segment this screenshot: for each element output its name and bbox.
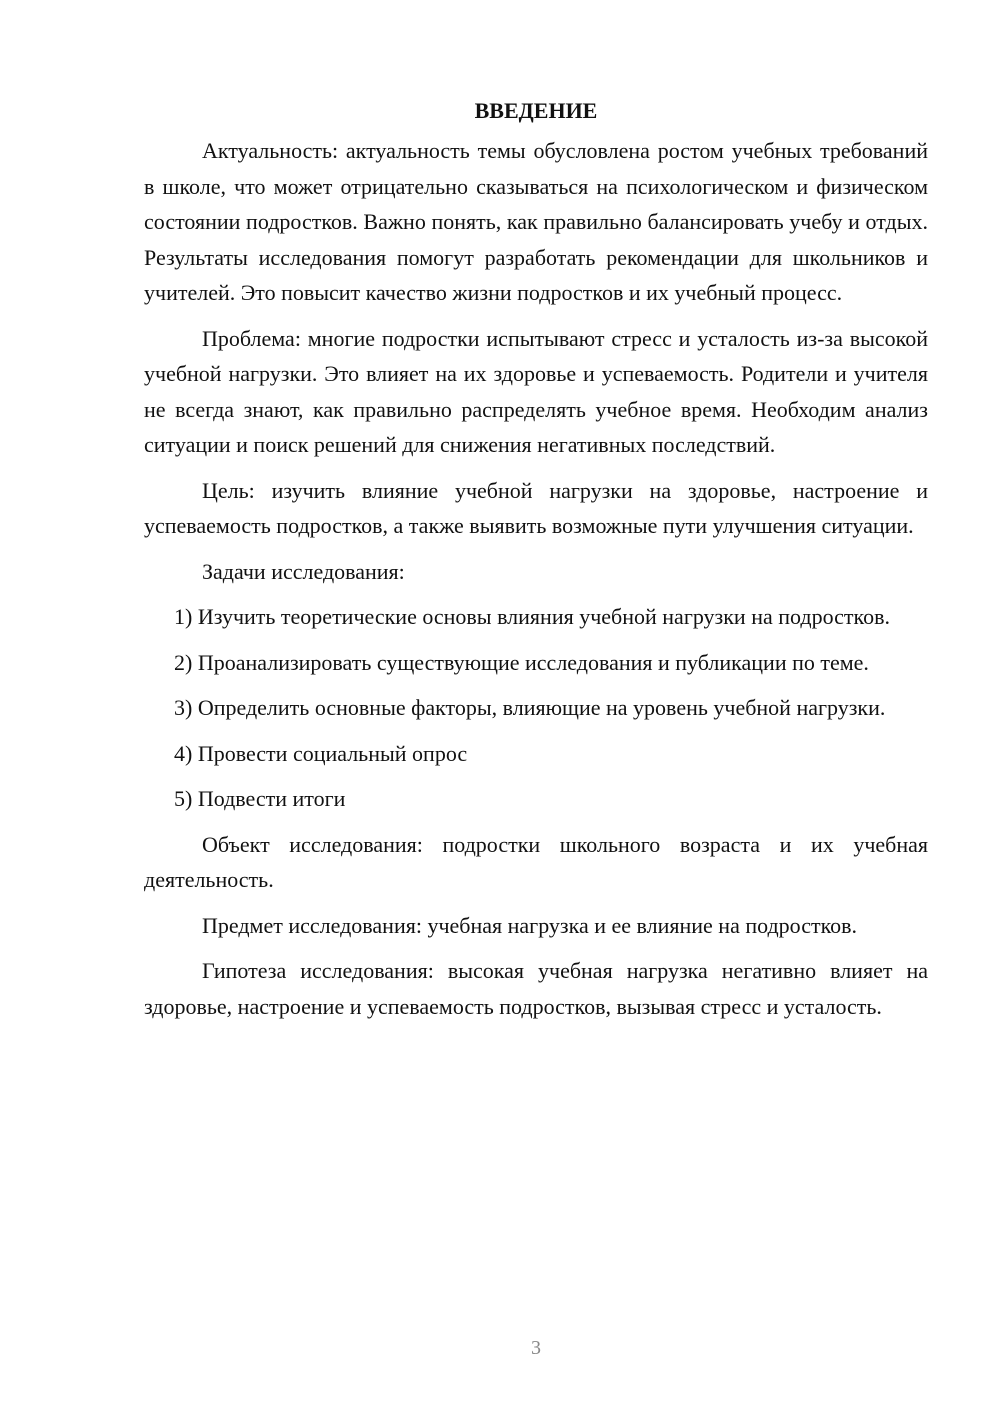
task-item-3: 3) Определить основные факторы, влияющие на уровень учебной нагрузки. xyxy=(174,695,886,720)
paragraph-problem: Проблема: многие подростки испытывают стресс и усталость из-за высокой учебной нагрузки. Это влияет на их здоровье и успеваемость. Родители и учителя не всегда знают, как правильно распределять учебное время. Необходим анализ ситуации и поиск решений для снижения негативных последствий. xyxy=(144,325,928,457)
paragraph-hypothesis: Гипотеза исследования: высокая учебная нагрузка негативно влияет на здоровье, настроение и успеваемость подростков, вызывая стресс и усталость. xyxy=(144,958,928,1019)
task-item-1: 1) Изучить теоретические основы влияния учебной нагрузки на подростков. xyxy=(174,604,890,629)
paragraph-goal: Цель: изучить влияние учебной нагрузки на здоровье, настроение и успеваемость подростков, а также выявить возможные пути улучшения ситуации. xyxy=(144,477,928,538)
section-heading: ВВЕДЕНИЕ xyxy=(474,98,598,123)
paragraph-tasks-heading: Задачи исследования: xyxy=(202,558,405,584)
task-item-2: 2) Проанализировать существующие исследования и публикации по теме. xyxy=(174,649,869,675)
paragraph-object: Объект исследования: подростки школьного возраста и их учебная деятельность. xyxy=(144,831,928,892)
page-number: 3 xyxy=(531,1337,541,1359)
task-item-5: 5) Подвести итоги xyxy=(174,786,346,811)
paragraph-subject: Предмет исследования: учебная нагрузка и ее влияние на подростков. xyxy=(202,912,858,938)
page-content xyxy=(144,92,928,1034)
task-item-4: 4) Провести социальный опрос xyxy=(174,740,468,766)
paragraph-relevance: Актуальность: актуальность темы обусловлена ростом учебных требований в школе, что может отрицательно сказываться на психологическом и физическом состоянии подростков. Важно понять, как правильно балансировать учебу и отдых. Результаты исследования помогут разработать рекомендации для школьников и учителей. Это повысит качество жизни подростков и их учебный процесс. xyxy=(144,138,928,305)
